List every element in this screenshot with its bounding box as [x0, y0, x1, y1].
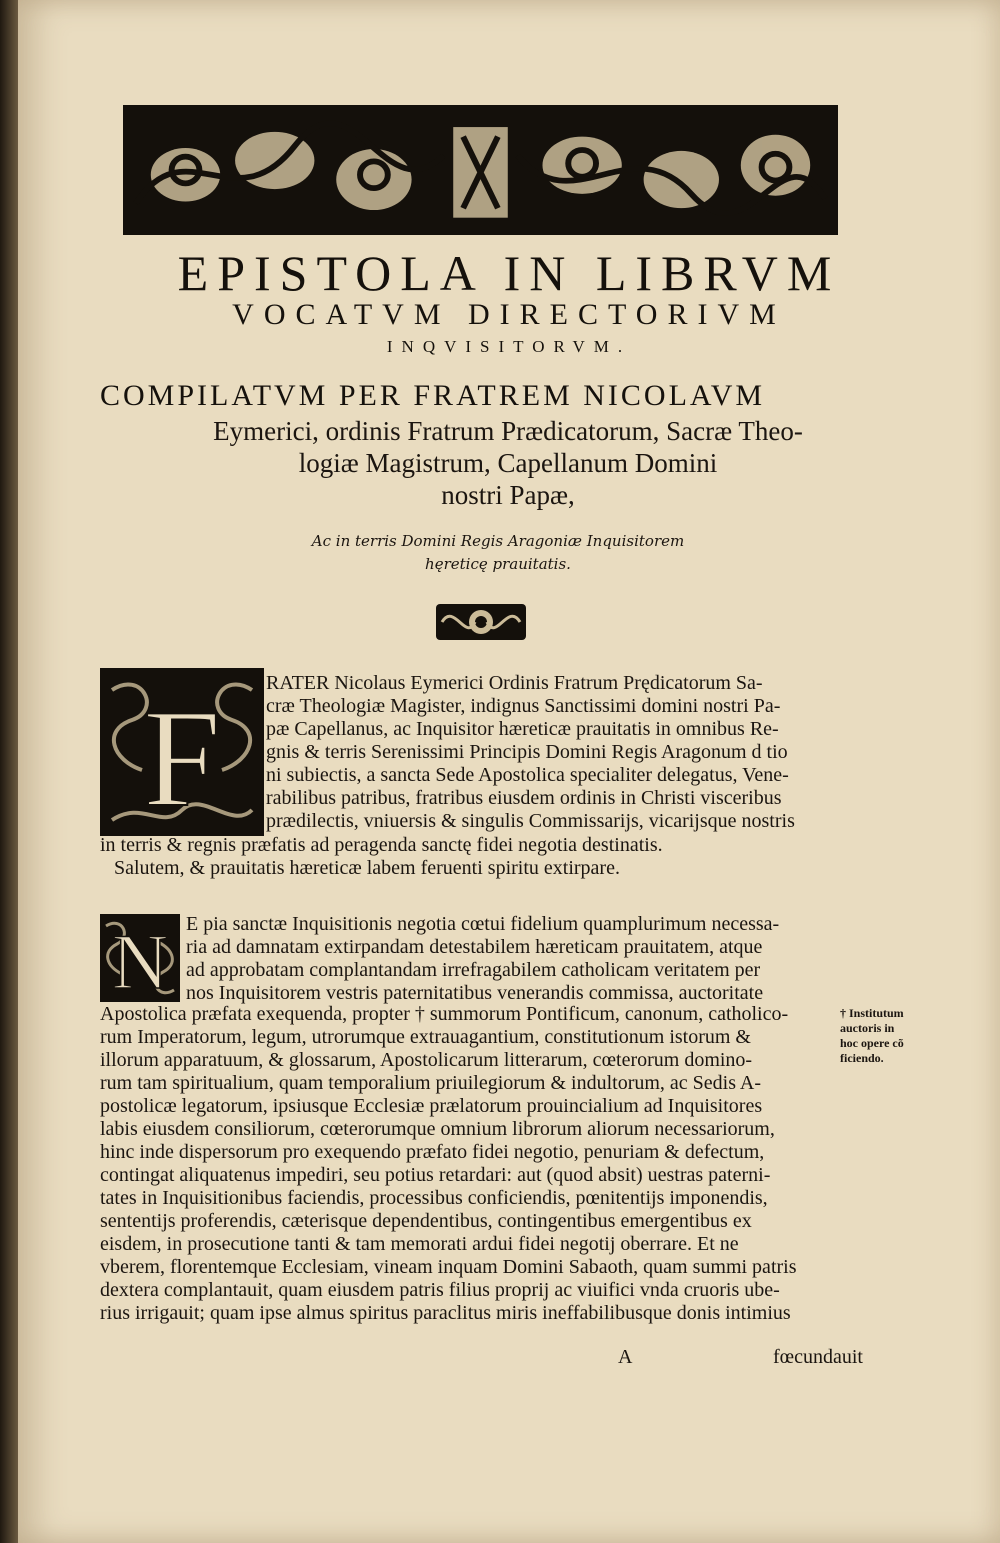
salutation-line: Salutem, & prauitatis hæreticæ labem feruenti spiritu extirpare. [114, 857, 620, 879]
title-line-2: VOCATVM DIRECTORIVM [232, 298, 786, 331]
title-line-1: EPISTOLA IN LIBRVM [177, 245, 841, 301]
text-line: rius irrigauit; quam ipse almus spiritus paraclitus miris ineffabilibusque donis intimius [100, 1302, 791, 1324]
text-line: rum tam spiritualium, quam temporalium priuilegiorum & indultorum, ac Sedis A- [100, 1072, 762, 1094]
paragraph-1-beside [266, 672, 866, 833]
text-line: ni subiectis, a sancta Sede Apostolica specialiter delegatus, Vene- [266, 764, 789, 786]
margin-note [840, 1006, 960, 1066]
text-line: prædilectis, vniuersis & singulis Commissarijs, vicarijsque nostris [266, 810, 795, 832]
text-line: illorum apparatuum, & glossarum, Apostolicarum litterarum, cœterorum domino- [100, 1049, 753, 1071]
margin-note-line: † Institutum [840, 1006, 904, 1020]
book-page [18, 0, 1000, 1543]
text-line: nos Inquisitorem vestris paternitatibus venerandis commissa, auctoritate [186, 982, 764, 1004]
margin-note-line: ficiendo. [840, 1051, 884, 1065]
text-line: labis eiusdem consiliorum, cœterorumque omnium librorum aliorum necessariorum, [100, 1118, 775, 1140]
margin-note-line: hoc opere cõ [840, 1036, 904, 1050]
text-line: rum Imperatorum, legum, utrorumque extrauagantium, constitutionum istorum & [100, 1026, 751, 1048]
ornamental-headpiece [123, 105, 838, 235]
text-line: vberem, florentemque Ecclesiam, vineam inquam Domini Sabaoth, quam summi patris [100, 1256, 797, 1278]
text-line: tates in Inquisitionibus faciendis, processibus conficiendis, pœnitentijs imponendis, [100, 1187, 768, 1209]
title-line-4: COMPILATVM PER FRATREM NICOLAVM [100, 379, 766, 412]
subtitle-line: logiæ Magistrum, Capellanum Domini [298, 448, 718, 478]
text-line: E pia sanctæ Inquisitionis negotia cœtui fidelium quamplurimum necessa- [186, 913, 780, 935]
text-line: ad approbatam complantandam irrefragabilem catholicam veritatem per [186, 959, 761, 981]
text-line: gnis & terris Serenissimi Principis Domini Regis Aragonum d tio [266, 741, 788, 763]
fleuron-ornament [436, 598, 526, 646]
text-line: ria ad damnatam extirpandam detestabilem hæreticam prauitatem, atque [186, 936, 763, 958]
drop-cap-letter: F [143, 681, 221, 834]
subtitle-line: Eymerici, ordinis Fratrum Prædicatorum, Sacræ Theo- [213, 416, 803, 446]
fleuron-icon [436, 598, 526, 646]
text-line: hinc inde dispersorum pro exequendo præfato fidei negotio, penuriam & defectum, [100, 1141, 765, 1163]
catchword: fœcundauit [773, 1346, 863, 1368]
italic-line: Ac in terris Domini Regis Aragoniæ Inquisitorem [311, 532, 685, 550]
text-line: in terris & regnis præfatis ad peragenda sanctę fidei negotia destinatis. [100, 834, 663, 856]
subtitle-block [168, 415, 848, 511]
text-line: Apostolica præfata exequenda, propter † summorum Pontificum, canonum, catholico- [100, 1003, 789, 1025]
signature-mark: A [618, 1346, 633, 1368]
margin-note-line: auctoris in [840, 1021, 895, 1035]
text-line: RATER Nicolaus Eymerici Ordinis Fratrum Prędicatorum Sa- [266, 672, 763, 694]
drop-cap-n [100, 914, 180, 1002]
text-line: dextera complantauit, quam eiusdem patris filius proprij ac viuifici vnda cruoris ube- [100, 1279, 780, 1301]
paragraph-2-full [100, 1003, 860, 1325]
text-line: sententijs proferendis, cæterisque dependentibus, contingentibus emergentibus ex [100, 1210, 752, 1232]
paragraph-1-full [100, 834, 860, 880]
inquisitor-note [248, 530, 748, 576]
text-line: rabilibus patribus, fratribus eiusdem ordinis in Christi visceribus [266, 787, 782, 809]
italic-line: hęreticę prauitatis. [425, 555, 571, 573]
gutter-shadow [0, 0, 18, 1543]
drop-cap-letter: N [111, 918, 169, 1000]
text-line: pæ Capellanus, ac Inquisitor hæreticæ prauitatis in omnibus Re- [266, 718, 779, 740]
paragraph-2-beside [186, 913, 866, 1005]
text-line: postolicæ legatorum, ipsiusque Ecclesiæ prælatorum prouincialium ad Inquisitores [100, 1095, 763, 1117]
decorated-initial-f-icon [102, 670, 262, 834]
decorated-initial-n-icon [102, 916, 178, 1000]
text-line: contingat aliquatenus impediri, seu potius retardari: aut (quod absit) uestras paterni- [100, 1164, 771, 1186]
title-line-3: INQVISITORVM. [386, 337, 632, 356]
drop-cap-f [100, 668, 264, 836]
subtitle-line: nostri Papæ, [441, 480, 575, 510]
headpiece-ornament-icon [126, 108, 835, 232]
text-line: eisdem, in prosecutione tanti & tam memorati ardui fidei negotij oberrare. Et ne [100, 1233, 739, 1255]
text-line: cræ Theologiæ Magister, indignus Sanctissimi domini nostri Pa- [266, 695, 781, 717]
